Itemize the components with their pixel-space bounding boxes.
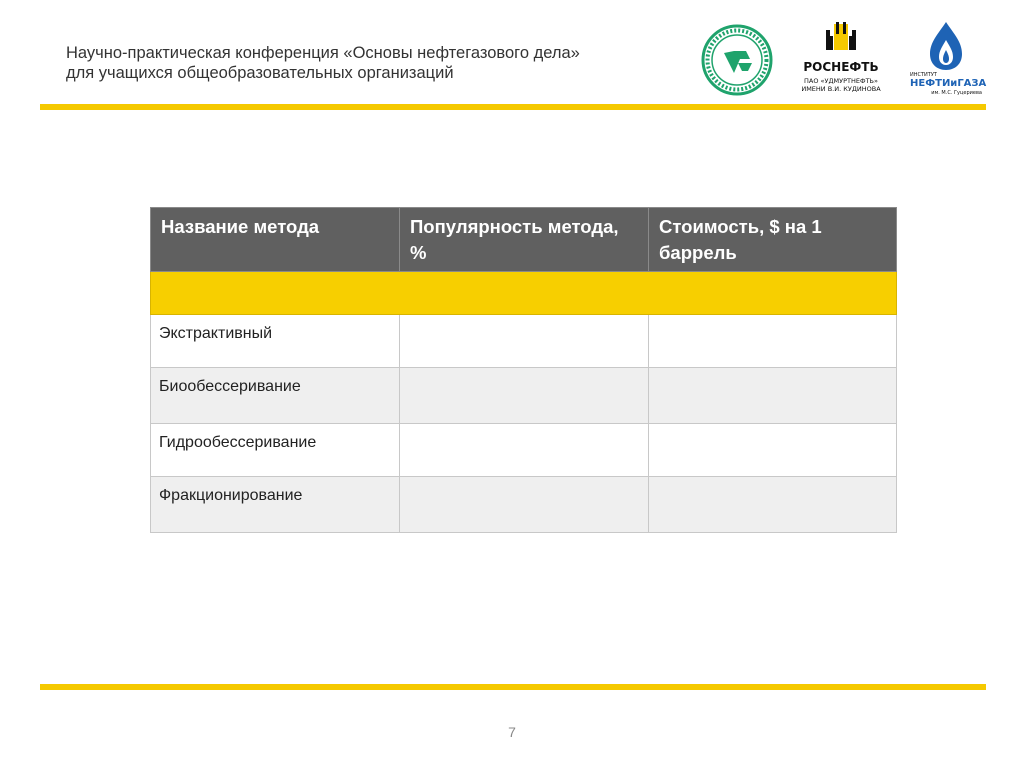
table-row bbox=[151, 368, 897, 424]
rosneft-subtitle-2: ИМЕНИ В.И. КУДИНОВА bbox=[801, 85, 881, 93]
cost-cell[interactable] bbox=[649, 477, 897, 533]
method-name-cell: Биообессеривание bbox=[151, 368, 400, 424]
highlight-band-cell bbox=[151, 272, 897, 315]
flame-logo-icon bbox=[910, 20, 982, 72]
cost-cell[interactable] bbox=[649, 368, 897, 424]
institute-suffix: им. М.С. Гуцериева bbox=[931, 90, 982, 96]
top-accent-rule bbox=[40, 104, 986, 110]
rosneft-logo-icon bbox=[796, 20, 886, 60]
rosneft-subtitle-1: ПАО «УДМУРТНЕФТЬ» bbox=[804, 77, 878, 85]
table-row bbox=[151, 424, 897, 477]
cost-cell[interactable] bbox=[649, 315, 897, 368]
title-line-2: для учащихся общеобразовательных организаций bbox=[66, 64, 454, 82]
institute-logo bbox=[910, 20, 987, 100]
method-name-cell: Экстрактивный bbox=[151, 315, 400, 368]
conference-title bbox=[66, 43, 580, 83]
popularity-cell[interactable] bbox=[400, 424, 649, 477]
method-name-cell: Фракционирование bbox=[151, 477, 400, 533]
popularity-cell[interactable] bbox=[400, 368, 649, 424]
method-name-cell: Гидрообессеривание bbox=[151, 424, 400, 477]
header-cost: Стоимость, $ на 1 баррель bbox=[649, 208, 897, 272]
highlight-band-row bbox=[151, 272, 897, 315]
table-row bbox=[151, 477, 897, 533]
rosneft-logo bbox=[796, 20, 886, 98]
bottom-accent-rule bbox=[40, 684, 986, 690]
institute-name: НЕФТИиГАЗА bbox=[910, 78, 987, 89]
title-line-1: Научно-практическая конференция «Основы нефтегазового дела» bbox=[66, 44, 580, 62]
cost-cell[interactable] bbox=[649, 424, 897, 477]
table-row bbox=[151, 315, 897, 368]
rosneft-name: РОСНЕФТЬ bbox=[803, 60, 879, 74]
university-emblem-icon bbox=[700, 23, 774, 97]
page-number: 7 bbox=[508, 724, 516, 740]
partner-logos bbox=[700, 18, 990, 98]
popularity-cell[interactable] bbox=[400, 315, 649, 368]
table-header-row bbox=[151, 208, 897, 272]
header-method-name: Название метода bbox=[151, 208, 400, 272]
header-popularity: Популярность метода, % bbox=[400, 208, 649, 272]
institute-prefix: ИНСТИТУТ bbox=[910, 72, 937, 78]
popularity-cell[interactable] bbox=[400, 477, 649, 533]
methods-table bbox=[150, 207, 897, 533]
